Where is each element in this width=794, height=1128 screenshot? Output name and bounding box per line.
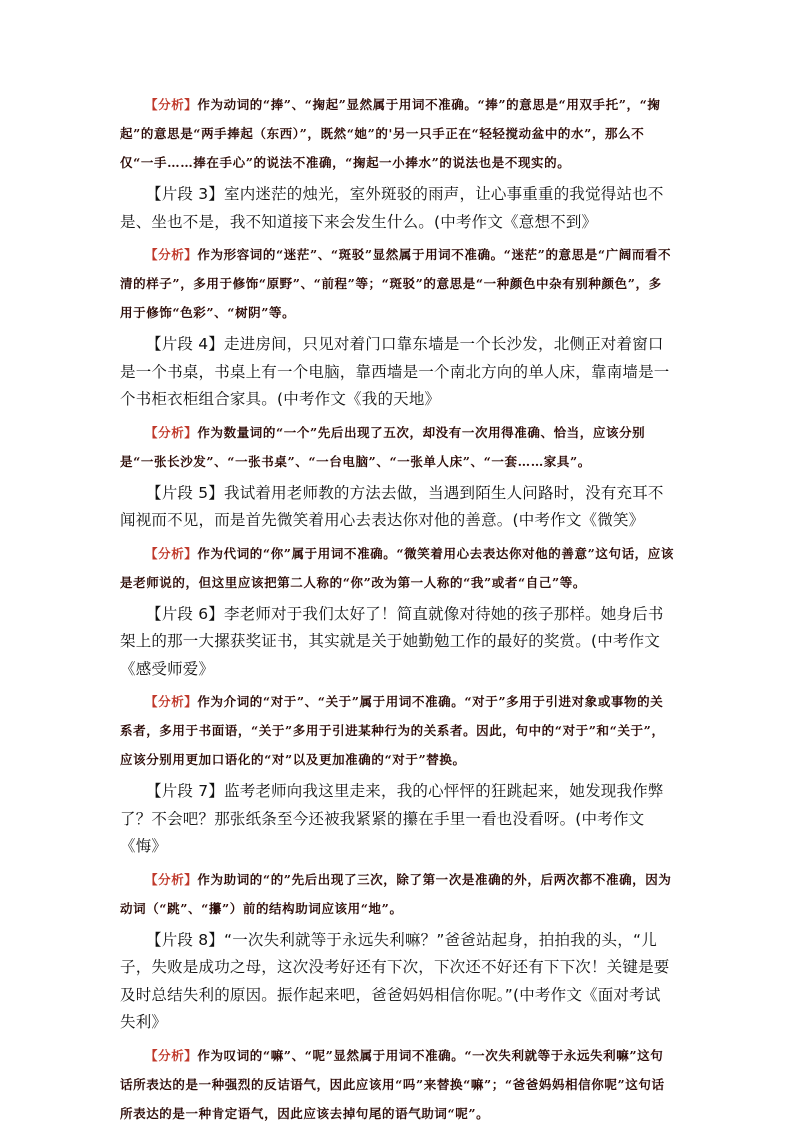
analysis-text: 作为动词的“捧”、“掬起”显然属于用词不准确。“捧”的意思是“用双手托”，“掬起”的意思是“两手捧起（东西）”，既然“她”的'另一只手正在“轻轻搅动盆中的水”，那么不仅“一手……捧在手心”的说法不准确，“掬起一小捧水”的说法也是不现实的。 — [120, 97, 661, 170]
analysis-tag: 【分析】 — [145, 1047, 198, 1063]
fragment-text: 室内迷茫的烛光，室外斑驳的雨声，让心事重重的我觉得站也不是、坐也不是，我不知道接下来会发生什么。(中考作文《意想不到》 — [120, 185, 664, 231]
analysis-paragraph-1 — [120, 90, 674, 177]
analysis-tag: 【分析】 — [145, 97, 198, 112]
analysis-paragraph-6 — [120, 865, 674, 923]
analysis-paragraph-3 — [120, 418, 674, 476]
analysis-text: 作为形容词的“迷茫”、“斑驳”显然属于用词不准确。“迷茫”的意思是“广阔而看不清的样子”，多用于修饰“原野”、“前程”等；“斑驳”的意思是“一种颜色中杂有别种颜色”，多用于修饰“色彩”、“树阴”等。 — [120, 247, 672, 320]
fragment-label: 【片段 8】 — [146, 930, 224, 949]
fragment-text: 监考老师向我这里走来，我的心怦怦的狂跳起来，她发现我作弊了？不会吧？那张纸条至今还被我紧紧的攥在手里一看也没看呀。(中考作文《悔》 — [120, 782, 664, 855]
analysis-paragraph-4 — [120, 539, 674, 597]
fragment-paragraph-8 — [120, 927, 674, 1037]
analysis-paragraph-7 — [120, 1041, 674, 1128]
fragment-text: 走进房间，只见对着门口靠东墙是一个长沙发，北侧正对着窗口是一个书桌，书桌上有一个电脑，靠西墙是一个南北方向的单人床，靠南墙是一个书柜衣柜组合家具。(中考作文《我的天地》 — [120, 335, 670, 408]
analysis-text: 作为叹词的“嘛”、“呢”显然属于用词不准确。“一次失利就等于永远失利嘛”这句话所表达的是一种强烈的反诘语气，因此应该用“吗”来替换“嘛”；“爸爸妈妈相信你呢”这句话所表达的是一种肯定语气，因此应该去掉句尾的语气助词“呢”。 — [120, 1047, 665, 1121]
fragment-paragraph-3 — [120, 181, 674, 236]
fragment-label: 【片段 4】 — [146, 335, 224, 353]
fragment-paragraph-4 — [120, 331, 674, 414]
analysis-tag: 【分析】 — [145, 424, 198, 440]
analysis-tag: 【分析】 — [145, 694, 198, 709]
analysis-text: 作为代词的“你”属于用词不准确。“微笑着用心去表达你对他的善意”这句话，应该是老师说的，但这里应该把第二人称的“你”改为第一人称的“我”或者“自己”等。 — [120, 545, 674, 590]
analysis-tag: 【分析】 — [145, 247, 198, 262]
fragment-label: 【片段 6】 — [146, 604, 224, 623]
analysis-text: 作为助词的“的”先后出现了三次，除了第一次是准确的外，后两次都不准确，因为动词（“跳”、“攥”）前的结构助词应该用“地”。 — [120, 871, 672, 916]
analysis-tag: 【分析】 — [145, 871, 198, 887]
analysis-tag: 【分析】 — [145, 545, 198, 561]
fragment-label: 【片段 5】 — [146, 483, 224, 502]
analysis-text: 作为介词的“对于”、“关于”属于用词不准确。“对于”多用于引进对象或事物的关系者，多用于书面语，“关于”多用于引进某种行为的关系者。因此，句中的“对于”和“关于”，应该分别用更加口语化的“对”以及更加准确的“对于”替换。 — [120, 694, 665, 767]
fragment-text: “一次失利就等于永远失利嘛？”爸爸站起身，拍拍我的头，“儿子，失败是成功之母，这次没考好还有下次，下次还不好还有下下次！关键是要及时总结失利的原因。振作起来吧，爸爸妈妈相信你呢。”(中考作文《面对考试失利》 — [120, 930, 670, 1031]
fragment-label: 【片段 7】 — [146, 782, 224, 800]
analysis-paragraph-2 — [120, 240, 674, 327]
analysis-text: 作为数量词的“一个”先后出现了五次，却没有一次用得准确、恰当，应该分别是“一张长沙发”、“一张书桌”、“一台电脑”、“一张单人床”、“一套……家具”。 — [120, 424, 646, 469]
analysis-paragraph-5 — [120, 687, 674, 774]
fragment-text: 我试着用老师教的方法去做，当遇到陌生人问路时，没有充耳不闻视而不见，而是首先微笑着用心去表达你对他的善意。(中考作文《微笑》 — [120, 483, 664, 529]
fragment-paragraph-7 — [120, 778, 674, 861]
fragment-paragraph-6 — [120, 601, 674, 684]
fragment-text: 李老师对于我们太好了！简直就像对待她的孩子那样。她身后书架上的那一大摞获奖证书，其实就是关于她勤勉工作的最好的奖赏。(中考作文《感受师爱》 — [120, 604, 664, 678]
fragment-paragraph-5 — [120, 480, 674, 535]
fragment-label: 【片段 3】 — [146, 185, 224, 203]
